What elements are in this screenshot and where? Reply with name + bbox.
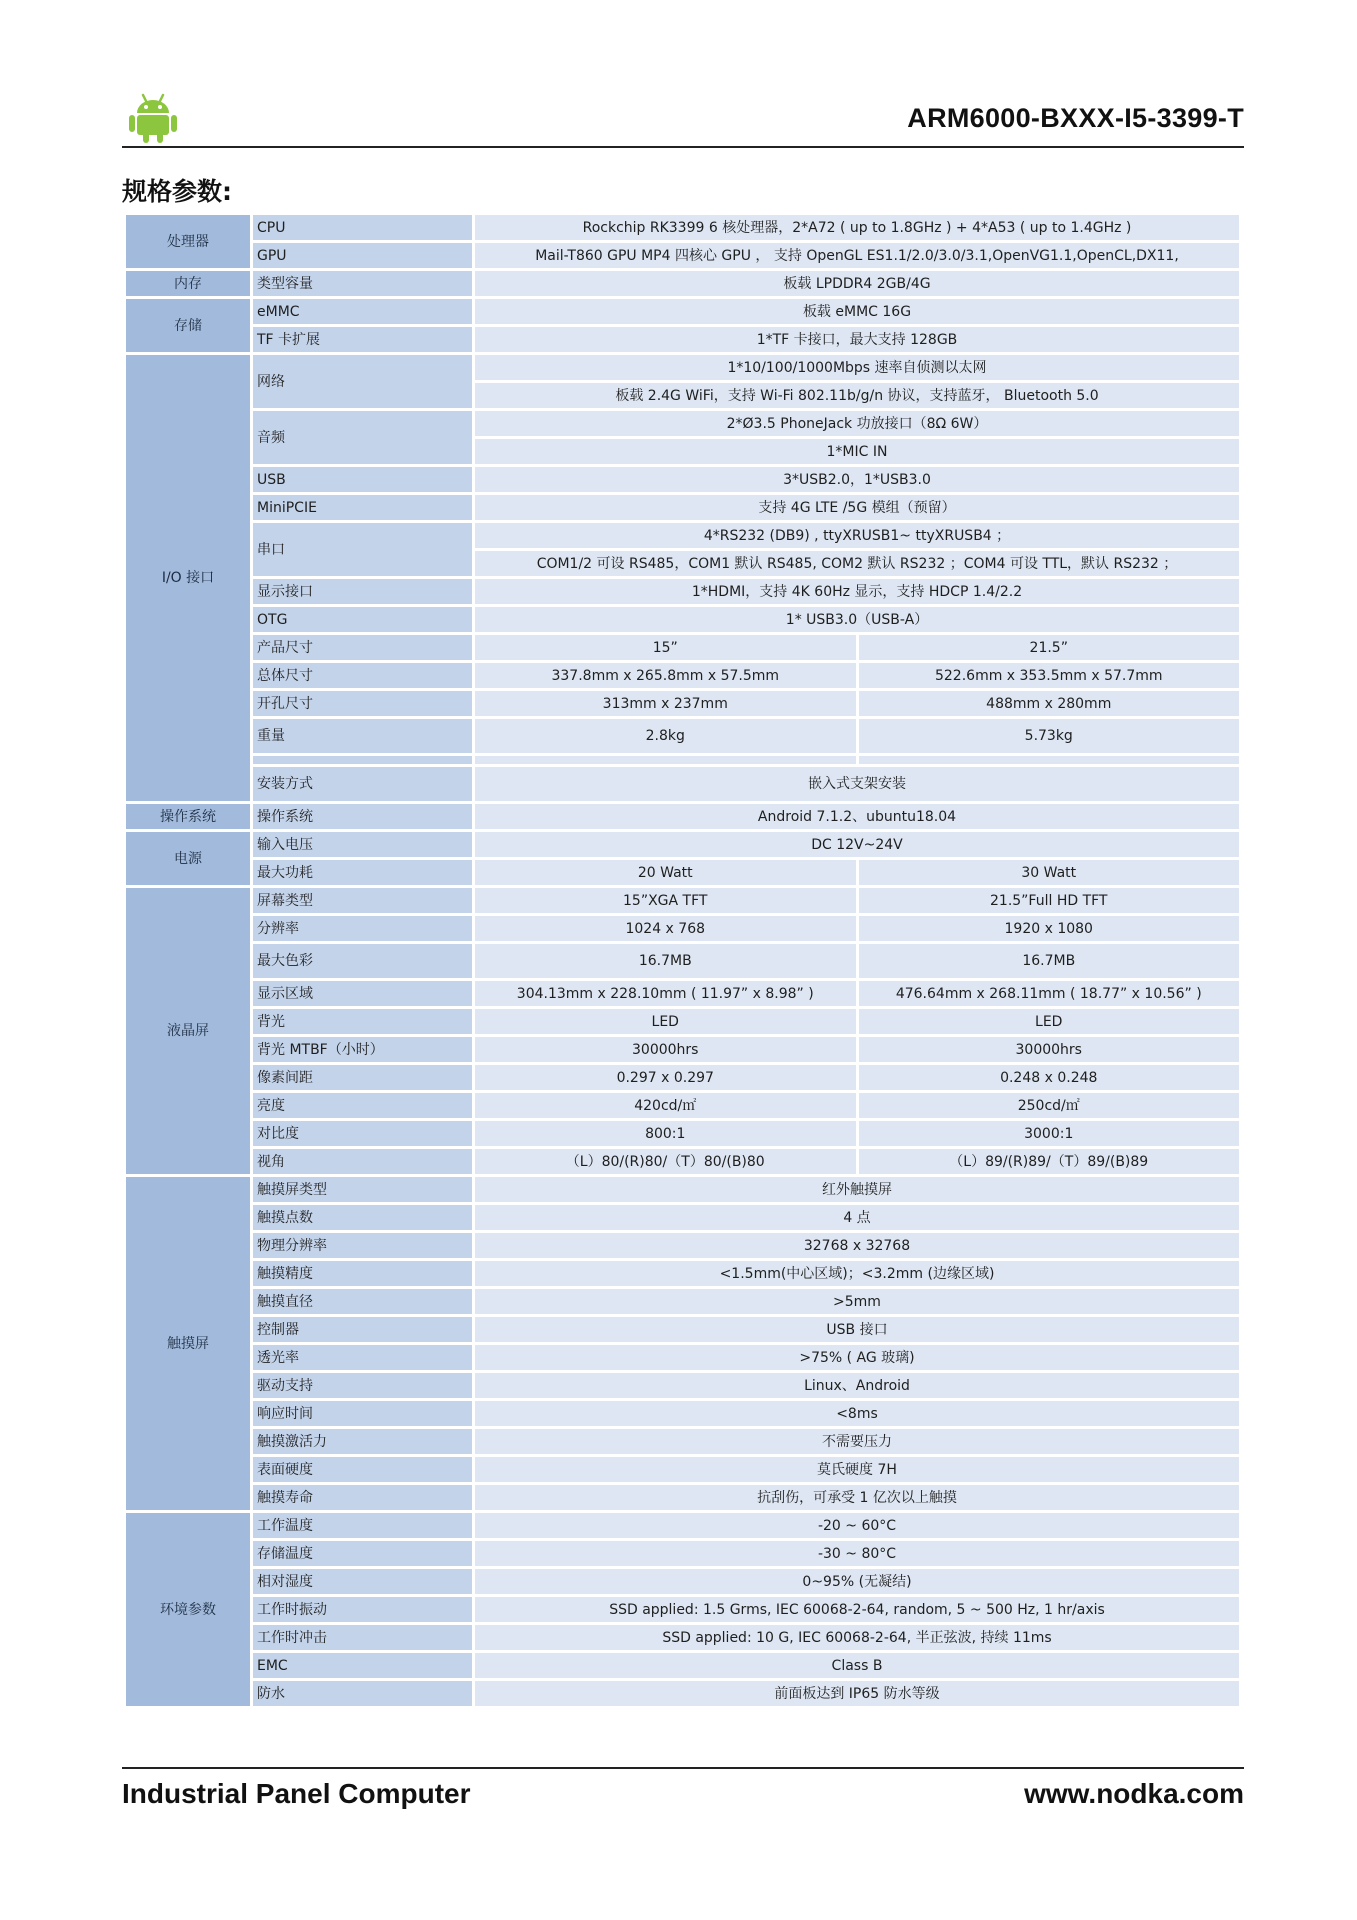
- spec-row: [125, 1372, 1241, 1400]
- spec-value: 嵌入式支架安装: [474, 766, 1241, 803]
- spec-row: [125, 662, 1241, 690]
- spec-label: 像素间距: [252, 1064, 474, 1092]
- spec-label: 输入电压: [252, 831, 474, 859]
- spec-value: Rockchip RK3399 6 核处理器，2*A72 ( up to 1.8GHz ) + 4*A53 ( up to 1.4GHz ): [474, 214, 1241, 242]
- spec-row: [125, 1680, 1241, 1708]
- spec-label: 透光率: [252, 1344, 474, 1372]
- spec-value: -20 ~ 60°C: [474, 1512, 1241, 1540]
- spec-row: [125, 1400, 1241, 1428]
- spec-label: 产品尺寸: [252, 634, 474, 662]
- spec-label: 网络: [252, 354, 474, 410]
- spec-label: 表面硬度: [252, 1456, 474, 1484]
- spec-value: USB 接口: [474, 1316, 1241, 1344]
- spec-row: [125, 1204, 1241, 1232]
- spec-row: [125, 1148, 1241, 1176]
- spec-label: 类型容量: [252, 270, 474, 298]
- spec-value: 304.13mm x 228.10mm ( 11.97” x 8.98” ): [474, 980, 858, 1008]
- spec-row: [125, 1624, 1241, 1652]
- spec-value: Linux、Android: [474, 1372, 1241, 1400]
- header-divider: [122, 146, 1244, 148]
- spec-label: 最大色彩: [252, 943, 474, 980]
- spec-value: LED: [474, 1008, 858, 1036]
- spec-value: 313mm x 237mm: [474, 690, 858, 718]
- spec-value: 420cd/㎡: [474, 1092, 858, 1120]
- spec-row: [125, 1344, 1241, 1372]
- spec-value: 800:1: [474, 1120, 858, 1148]
- spec-label: 视角: [252, 1148, 474, 1176]
- spec-value: 30000hrs: [857, 1036, 1241, 1064]
- spec-label: GPU: [252, 242, 474, 270]
- spec-label: 重量: [252, 718, 474, 755]
- spec-category: 环境参数: [125, 1512, 252, 1708]
- spec-row: [125, 766, 1241, 803]
- spec-row: [125, 578, 1241, 606]
- spec-label: 屏幕类型: [252, 887, 474, 915]
- spec-value: 1*10/100/1000Mbps 速率自侦测以太网: [474, 354, 1241, 382]
- spec-row: [125, 803, 1241, 831]
- spec-row: [125, 1120, 1241, 1148]
- spec-row: [125, 1092, 1241, 1120]
- spec-value: 3*USB2.0，1*USB3.0: [474, 466, 1241, 494]
- spec-row: [125, 1260, 1241, 1288]
- spec-row: [125, 494, 1241, 522]
- spec-row: [125, 718, 1241, 755]
- spec-value: 2*Ø3.5 PhoneJack 功放接口（8Ω 6W）: [474, 410, 1241, 438]
- spec-value: 板载 LPDDR4 2GB/4G: [474, 270, 1241, 298]
- spec-label: 工作时冲击: [252, 1624, 474, 1652]
- spec-label: 触摸屏类型: [252, 1176, 474, 1204]
- spec-row: [125, 214, 1241, 242]
- spec-row: [125, 915, 1241, 943]
- spec-label: 安装方式: [252, 766, 474, 803]
- spec-value: 板载 2.4G WiFi，支持 Wi-Fi 802.11b/g/n 协议，支持蓝牙， Bluetooth 5.0: [474, 382, 1241, 410]
- spec-label: 背光 MTBF（小时）: [252, 1036, 474, 1064]
- spec-value: 5.73kg: [857, 718, 1241, 755]
- footer-website: www.nodka.com: [1024, 1778, 1244, 1809]
- spec-value: SSD applied: 10 G, IEC 60068-2-64, 半正弦波, 持续 11ms: [474, 1624, 1241, 1652]
- spec-label: 驱动支持: [252, 1372, 474, 1400]
- spec-label: 触摸寿命: [252, 1484, 474, 1512]
- spec-row: [125, 1064, 1241, 1092]
- spec-value: [474, 755, 858, 766]
- spec-label: 串口: [252, 522, 474, 578]
- spec-value: 1*TF 卡接口，最大支持 128GB: [474, 326, 1241, 354]
- spec-value: >5mm: [474, 1288, 1241, 1316]
- spec-value: Mail-T860 GPU MP4 四核心 GPU ， 支持 OpenGL ES1.1/2.0/3.0/3.1,OpenVG1.1,OpenCL,DX11,: [474, 242, 1241, 270]
- spec-value: <1.5mm(中心区域)；<3.2mm (边缘区域): [474, 1260, 1241, 1288]
- spec-category: 处理器: [125, 214, 252, 270]
- spec-value: 0~95% (无凝结): [474, 1568, 1241, 1596]
- spec-value: 1*HDMI，支持 4K 60Hz 显示，支持 HDCP 1.4/2.2: [474, 578, 1241, 606]
- spec-row: [125, 755, 1241, 766]
- spec-row: [125, 410, 1241, 438]
- spec-label: 对比度: [252, 1120, 474, 1148]
- spec-label: 工作温度: [252, 1512, 474, 1540]
- spec-row: [125, 1512, 1241, 1540]
- spec-row: [125, 1484, 1241, 1512]
- spec-label: 物理分辨率: [252, 1232, 474, 1260]
- spec-category: 内存: [125, 270, 252, 298]
- spec-value: 16.7MB: [857, 943, 1241, 980]
- spec-row: [125, 1596, 1241, 1624]
- spec-value: LED: [857, 1008, 1241, 1036]
- spec-label: 音频: [252, 410, 474, 466]
- spec-value: 30000hrs: [474, 1036, 858, 1064]
- spec-label: 最大功耗: [252, 859, 474, 887]
- spec-label: TF 卡扩展: [252, 326, 474, 354]
- spec-value: Android 7.1.2、ubuntu18.04: [474, 803, 1241, 831]
- spec-row: [125, 522, 1241, 550]
- spec-value: 4*RS232 (DB9) , ttyXRUSB1~ ttyXRUSB4 ；: [474, 522, 1241, 550]
- spec-value: 3000:1: [857, 1120, 1241, 1148]
- spec-value: DC 12V~24V: [474, 831, 1241, 859]
- spec-label: 背光: [252, 1008, 474, 1036]
- spec-row: [125, 1652, 1241, 1680]
- spec-label: 总体尺寸: [252, 662, 474, 690]
- spec-label: MiniPCIE: [252, 494, 474, 522]
- spec-value: 20 Watt: [474, 859, 858, 887]
- spec-row: [125, 1008, 1241, 1036]
- spec-row: [125, 1568, 1241, 1596]
- spec-label: 显示区域: [252, 980, 474, 1008]
- spec-value: 30 Watt: [857, 859, 1241, 887]
- spec-value: 0.297 x 0.297: [474, 1064, 858, 1092]
- spec-label: 相对湿度: [252, 1568, 474, 1596]
- spec-value: >75% ( AG 玻璃): [474, 1344, 1241, 1372]
- spec-label: 触摸直径: [252, 1288, 474, 1316]
- spec-value: 15”XGA TFT: [474, 887, 858, 915]
- model-title: ARM6000-BXXX-I5-3399-T: [907, 103, 1244, 133]
- spec-label: 操作系统: [252, 803, 474, 831]
- spec-value: COM1/2 可设 RS485，COM1 默认 RS485, COM2 默认 RS232 ；COM4 可设 TTL，默认 RS232 ；: [474, 550, 1241, 578]
- spec-value: 32768 x 32768: [474, 1232, 1241, 1260]
- spec-value: 488mm x 280mm: [857, 690, 1241, 718]
- spec-row: [125, 270, 1241, 298]
- spec-row: [125, 1316, 1241, 1344]
- spec-label: [252, 755, 474, 766]
- spec-label: 响应时间: [252, 1400, 474, 1428]
- spec-label: OTG: [252, 606, 474, 634]
- spec-row: [125, 1288, 1241, 1316]
- spec-value: 莫氏硬度 7H: [474, 1456, 1241, 1484]
- spec-category: 电源: [125, 831, 252, 887]
- spec-value: [857, 755, 1241, 766]
- spec-row: [125, 690, 1241, 718]
- spec-value: 337.8mm x 265.8mm x 57.5mm: [474, 662, 858, 690]
- spec-label: 存储温度: [252, 1540, 474, 1568]
- spec-value: 250cd/㎡: [857, 1092, 1241, 1120]
- spec-row: [125, 887, 1241, 915]
- spec-row: [125, 634, 1241, 662]
- spec-row: [125, 298, 1241, 326]
- spec-value: 2.8kg: [474, 718, 858, 755]
- spec-label: 防水: [252, 1680, 474, 1708]
- spec-row: [125, 1036, 1241, 1064]
- spec-value: Class B: [474, 1652, 1241, 1680]
- spec-label: 开孔尺寸: [252, 690, 474, 718]
- spec-row: [125, 1456, 1241, 1484]
- spec-value: 1*MIC IN: [474, 438, 1241, 466]
- spec-row: [125, 326, 1241, 354]
- spec-value: 476.64mm x 268.11mm ( 18.77” x 10.56” ): [857, 980, 1241, 1008]
- spec-row: [125, 1176, 1241, 1204]
- spec-value: 522.6mm x 353.5mm x 57.7mm: [857, 662, 1241, 690]
- android-robot-icon: [128, 92, 178, 144]
- spec-label: 触摸激活力: [252, 1428, 474, 1456]
- spec-label: 控制器: [252, 1316, 474, 1344]
- spec-value: 板载 eMMC 16G: [474, 298, 1241, 326]
- spec-label: 显示接口: [252, 578, 474, 606]
- spec-label: EMC: [252, 1652, 474, 1680]
- spec-label: 工作时振动: [252, 1596, 474, 1624]
- spec-category: 存储: [125, 298, 252, 354]
- spec-value: 21.5”: [857, 634, 1241, 662]
- spec-label: 分辨率: [252, 915, 474, 943]
- spec-label: 触摸点数: [252, 1204, 474, 1232]
- spec-label: 触摸精度: [252, 1260, 474, 1288]
- spec-table: [123, 212, 1242, 1709]
- spec-value: -30 ~ 80°C: [474, 1540, 1241, 1568]
- spec-value: 支持 4G LTE /5G 模组（预留）: [474, 494, 1241, 522]
- spec-row: [125, 466, 1241, 494]
- spec-value: 1* USB3.0（USB-A）: [474, 606, 1241, 634]
- spec-label: USB: [252, 466, 474, 494]
- spec-row: [125, 1232, 1241, 1260]
- spec-category: 液晶屏: [125, 887, 252, 1176]
- spec-row: [125, 1428, 1241, 1456]
- spec-value: 15”: [474, 634, 858, 662]
- spec-value: 抗刮伤，可承受 1 亿次以上触摸: [474, 1484, 1241, 1512]
- spec-value: 1920 x 1080: [857, 915, 1241, 943]
- spec-row: [125, 1540, 1241, 1568]
- spec-value: 4 点: [474, 1204, 1241, 1232]
- spec-row: [125, 242, 1241, 270]
- spec-row: [125, 831, 1241, 859]
- spec-value: 16.7MB: [474, 943, 858, 980]
- footer-divider: [122, 1767, 1244, 1769]
- spec-value: 不需要压力: [474, 1428, 1241, 1456]
- spec-value: 0.248 x 0.248: [857, 1064, 1241, 1092]
- spec-value: SSD applied: 1.5 Grms, IEC 60068-2-64, random, 5 ~ 500 Hz, 1 hr/axis: [474, 1596, 1241, 1624]
- spec-category: I/O 接口: [125, 354, 252, 803]
- spec-row: [125, 980, 1241, 1008]
- spec-category: 操作系统: [125, 803, 252, 831]
- spec-row: [125, 943, 1241, 980]
- spec-label: CPU: [252, 214, 474, 242]
- spec-value: 1024 x 768: [474, 915, 858, 943]
- spec-value: （L）80/(R)80/（T）80/(B)80: [474, 1148, 858, 1176]
- spec-label: eMMC: [252, 298, 474, 326]
- spec-value: （L）89/(R)89/（T）89/(B)89: [857, 1148, 1241, 1176]
- spec-row: [125, 606, 1241, 634]
- footer-product-line: Industrial Panel Computer: [122, 1778, 471, 1809]
- spec-category: 触摸屏: [125, 1176, 252, 1512]
- spec-value: 红外触摸屏: [474, 1176, 1241, 1204]
- spec-value: 21.5”Full HD TFT: [857, 887, 1241, 915]
- spec-label: 亮度: [252, 1092, 474, 1120]
- section-title: 规格参数:: [122, 177, 232, 206]
- spec-value: 前面板达到 IP65 防水等级: [474, 1680, 1241, 1708]
- spec-row: [125, 354, 1241, 382]
- spec-value: <8ms: [474, 1400, 1241, 1428]
- spec-row: [125, 859, 1241, 887]
